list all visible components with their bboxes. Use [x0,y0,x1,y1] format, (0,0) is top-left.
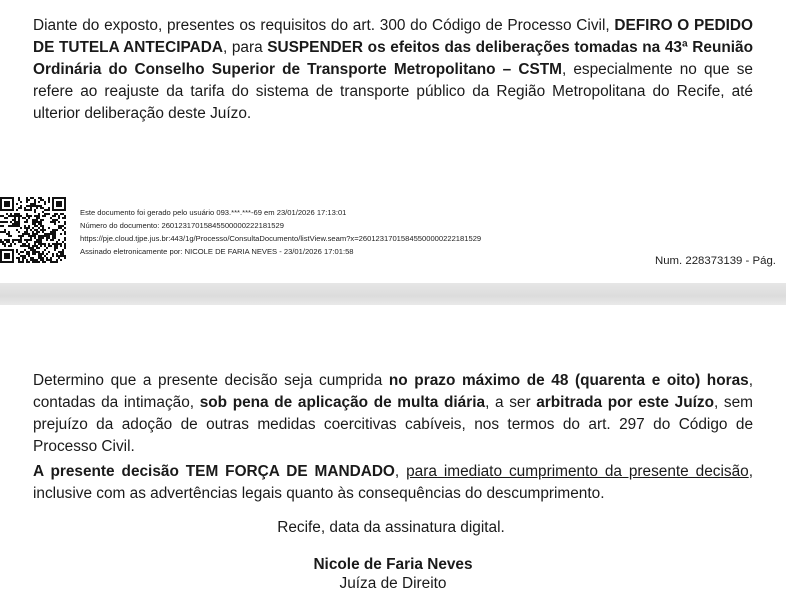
document-url-line: https://pje.cloud.tjpe.jus.br:443/1g/Processo/ConsultaDocumento/listView.seam?x=26012317015845500000222181529 [80,234,482,243]
text-run: , especialmente no que se refere ao reajuste da tarifa do sistema de transporte público da Região Metropolitana do Recife, até ulterior deliberação deste Juízo. [33,61,753,122]
text-run: , [394,463,407,480]
place-date-text: Recife, data da assinatura digital. [277,519,505,536]
document-number-line: Número do documento: 26012317015845500000222181529 [80,221,284,230]
signed-by-line: Assinado eletronicamente por: NICOLE DE FARIA NEVES - 23/01/2026 17:01:58 [80,247,354,256]
decision-paragraph [33,15,753,125]
text-run: Determino que a presente decisão seja cumprida [33,372,389,389]
document-page-1 [0,0,786,283]
page-number: Num. 228373139 - Pág. [655,255,776,267]
generated-by-line: Este documento foi gerado pelo usuário 093.***.***-69 em 23/01/2026 17:13:01 [80,208,347,217]
page-separator [0,283,786,305]
text-run: SUSPENDER os efeitos das deliberações tomadas na 43ª Reunião Ordinária do Conselho Superior de Transporte Metropolitano – CSTM [33,39,753,78]
signer-role: Juíza de Direito [339,575,447,592]
text-run: DEFIRO O PEDIDO DE TUTELA ANTECIPADA [33,17,753,56]
text-run: sob pena de aplicação de multa diária [199,394,486,411]
signer-name: Nicole de Faria Neves [313,556,473,573]
document-page-2 [0,305,786,602]
text-run: para imediato cumprimento da presente decisão [406,463,749,480]
text-run: , inclusive com as advertências legais quanto às consequências do descumprimento. [33,463,753,502]
text-run: A presente decisão TEM FORÇA DE MANDADO [33,463,395,480]
qr-code-icon [0,197,66,263]
mandate-paragraph [33,461,753,505]
text-run: , para [222,39,268,56]
text-run: , contadas da intimação, [33,372,753,411]
text-run: arbitrada por este Juízo [536,394,714,411]
deadline-paragraph [33,370,753,458]
place-and-date [0,519,786,537]
text-run: , sem prejuízo da adoção de outras medidas coercitivas cabíveis, nos termos do art. 297 do Código de Processo Civil. [33,394,753,455]
text-run: , a ser [485,394,537,411]
text-run: no prazo máximo de 48 (quarenta e oito) horas [388,372,749,389]
electronic-signature-info [80,206,640,258]
text-run: Diante do exposto, presentes os requisitos do art. 300 do Código de Processo Civil, [33,17,615,34]
